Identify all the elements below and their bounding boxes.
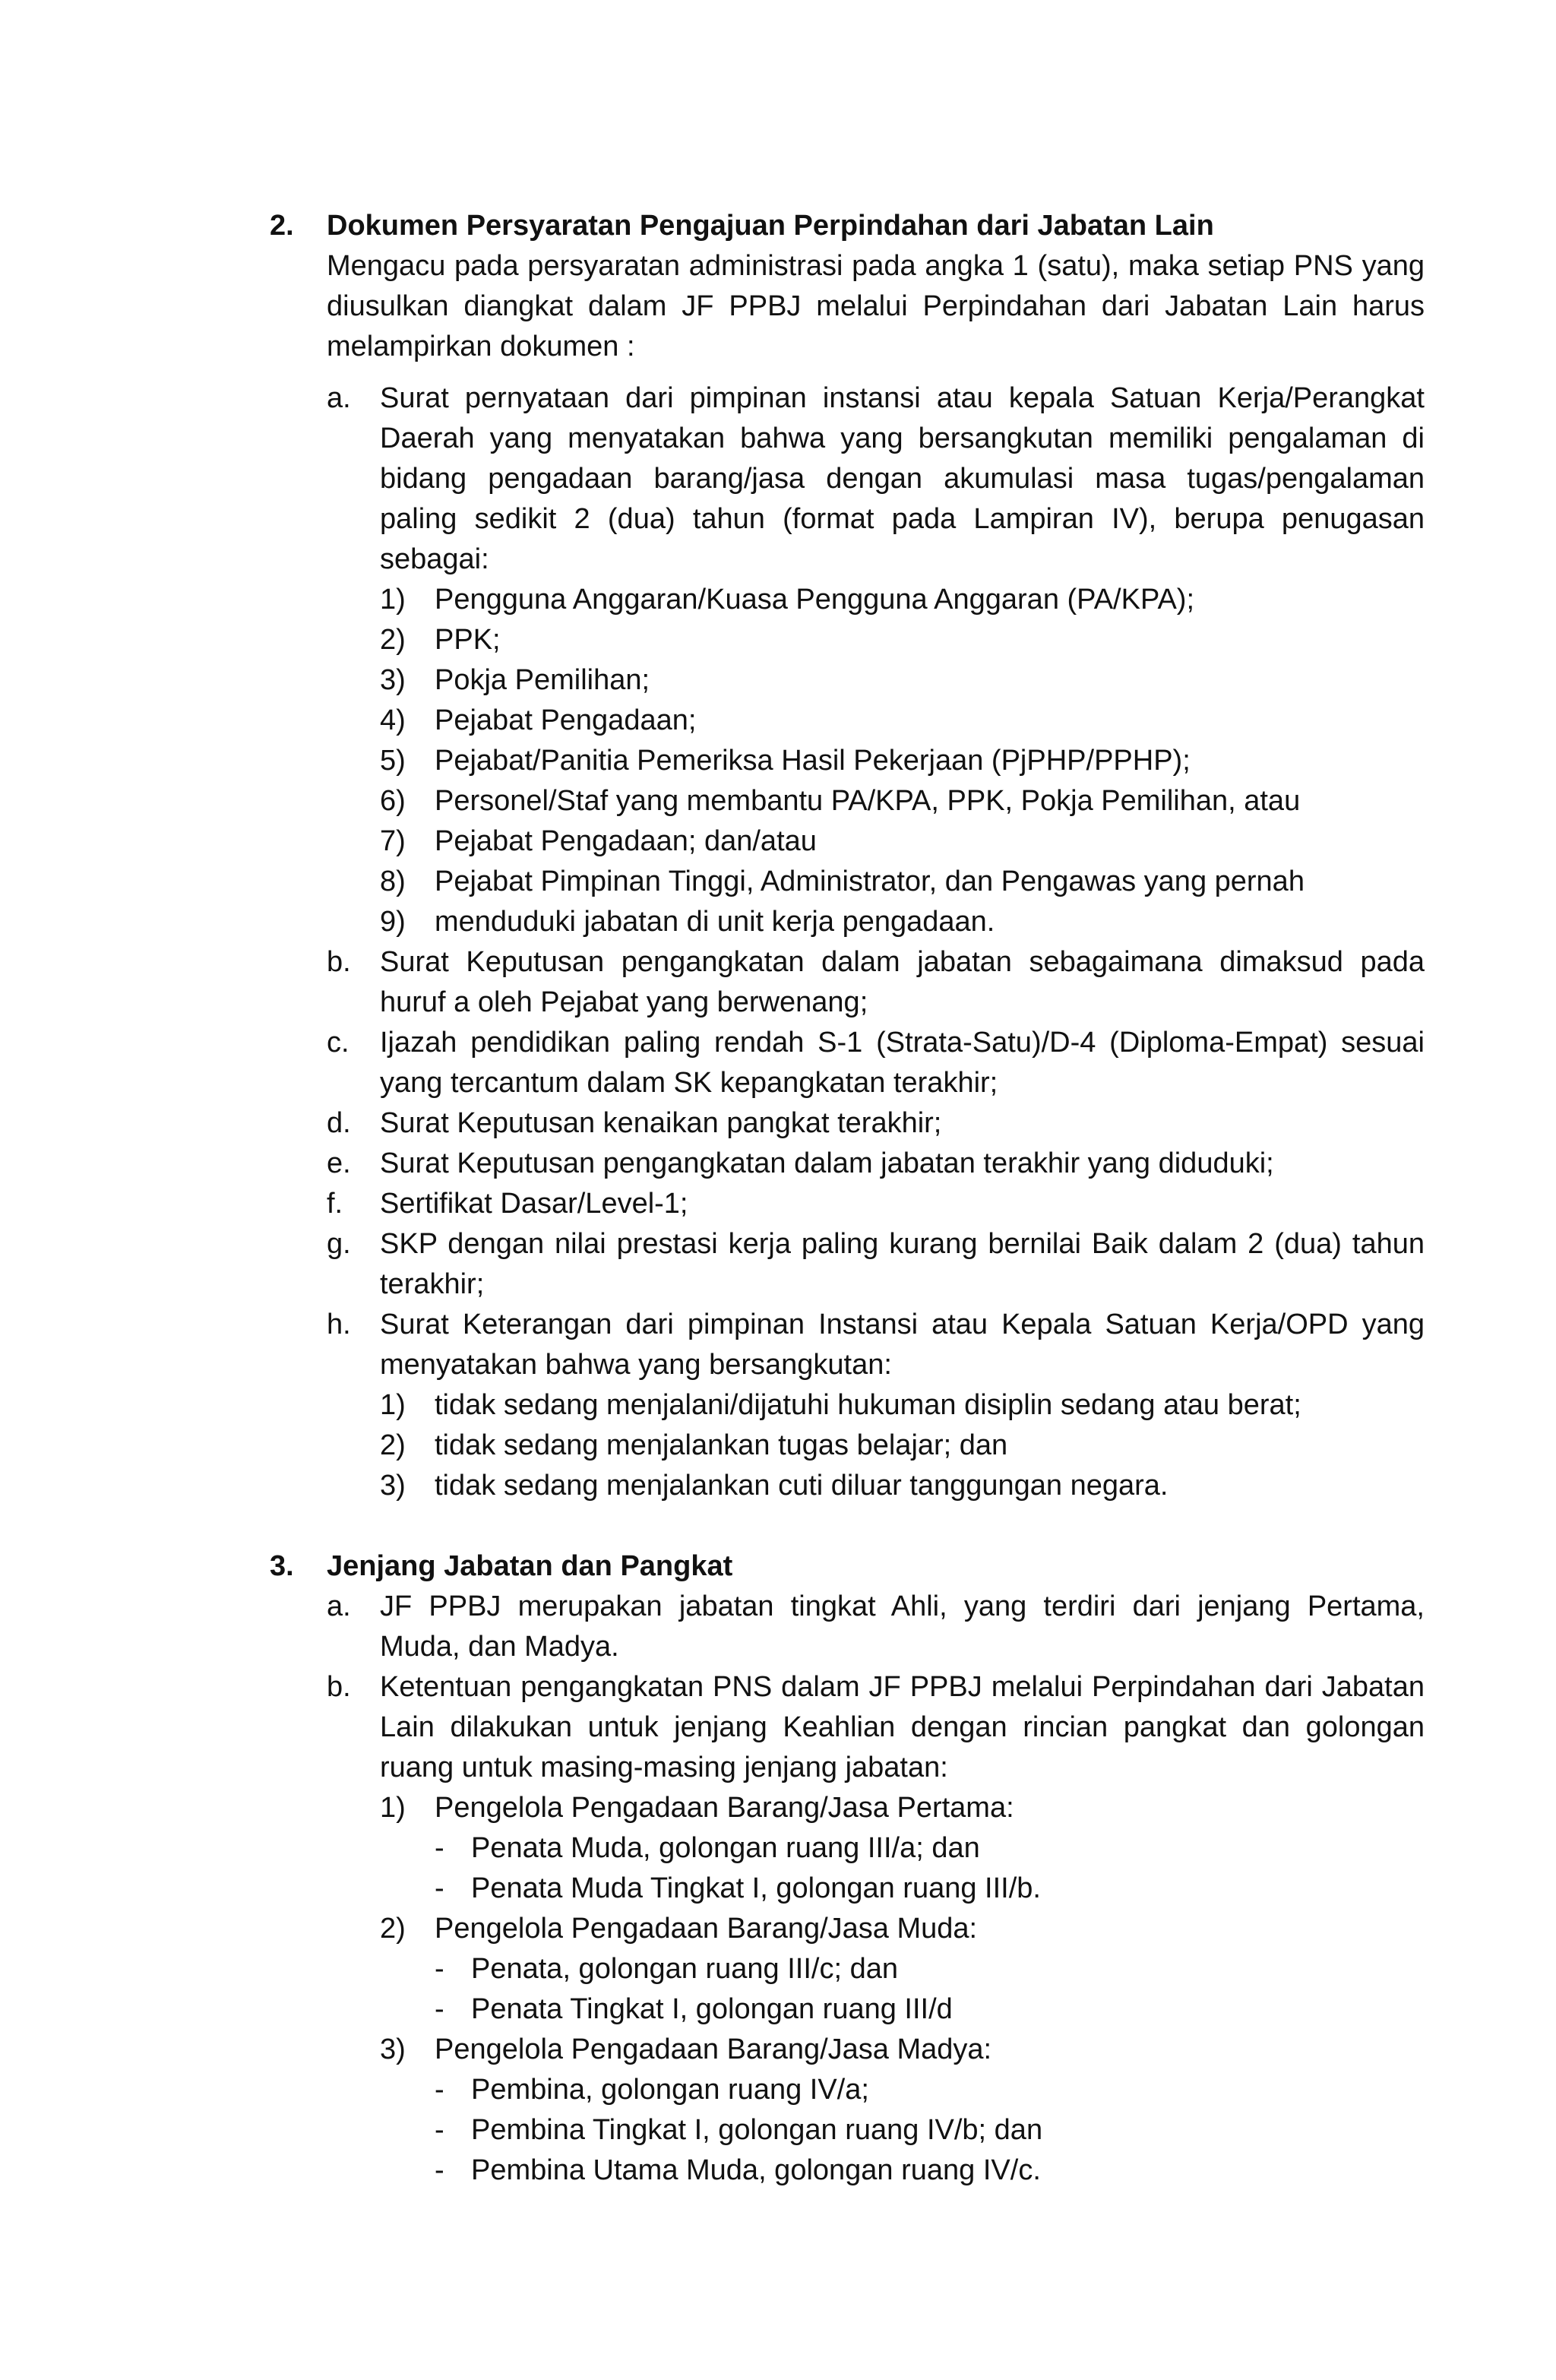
sub-item-marker: 5): [380, 745, 406, 777]
sub-item: [380, 1466, 1425, 1506]
item-marker: c.: [327, 1027, 349, 1059]
list-item: [327, 1305, 1425, 1506]
item-marker: f.: [327, 1188, 343, 1220]
sub-item-marker: 6): [380, 785, 406, 817]
sub-item-marker: 2): [380, 1913, 406, 1945]
list-item: [327, 378, 1425, 942]
item-text: Surat Keputusan pengangkatan dalam jabatan terakhir yang diduduki;: [380, 1147, 1274, 1179]
sub-item-list: [380, 1385, 1425, 1506]
sub-item: [380, 902, 1425, 942]
section-number: 3.: [270, 1550, 294, 1582]
sub-item-marker: 1): [380, 1389, 406, 1421]
bullet-item: [435, 2070, 1425, 2110]
bullet-text: Pembina, golongan ruang IV/a;: [471, 2074, 869, 2106]
item-text: Ijazah pendidikan paling rendah S-1 (Strata-Satu)/D-4 (Diploma-Empat) sesuai yang tercantum dalam SK kepangkatan terakhir;: [380, 1027, 1425, 1099]
list-item: [327, 1224, 1425, 1305]
bullet-text: Penata Muda Tingkat I, golongan ruang III/b.: [471, 1872, 1041, 1904]
item-list: [327, 378, 1425, 1506]
bullet-item: [435, 2110, 1425, 2151]
sub-item-marker: 9): [380, 906, 406, 938]
sub-item-text: PPK;: [435, 624, 501, 656]
section-3: [270, 1546, 1425, 2191]
sub-item: [380, 781, 1425, 821]
sub-item-text: Pejabat/Panitia Pemeriksa Hasil Pekerjaan (PjPHP/PPHP);: [435, 745, 1191, 777]
list-item: [327, 1103, 1425, 1144]
bullet-item: [435, 1989, 1425, 2030]
section-title: Jenjang Jabatan dan Pangkat: [327, 1550, 733, 1582]
sub-item: [380, 741, 1425, 781]
sub-item-text: Personel/Staf yang membantu PA/KPA, PPK, Pokja Pemilihan, atau: [435, 785, 1301, 817]
item-marker: a.: [327, 1590, 351, 1622]
sub-item: [380, 821, 1425, 862]
sub-item-text: Pengelola Pengadaan Barang/Jasa Pertama:: [435, 1792, 1014, 1824]
sub-item-text: Pejabat Pengadaan;: [435, 704, 697, 736]
dash-marker: -: [435, 1993, 444, 2025]
list-item: [327, 1184, 1425, 1224]
sub-item-marker: 3): [380, 664, 406, 696]
sub-item: [380, 701, 1425, 741]
item-marker: a.: [327, 382, 351, 414]
dash-marker: -: [435, 1872, 444, 1904]
bullet-text: Penata Muda, golongan ruang III/a; dan: [471, 1832, 980, 1864]
sub-item-marker: 1): [380, 584, 406, 616]
bullet-item: [435, 2151, 1425, 2191]
item-text: Surat Keputusan pengangkatan dalam jabatan sebagaimana dimaksud pada huruf a oleh Pejabat yang berwenang;: [380, 946, 1425, 1018]
bullet-item: [435, 1949, 1425, 1989]
dash-marker: -: [435, 2154, 444, 2186]
bullet-list: [435, 2070, 1425, 2191]
item-list: [327, 1587, 1425, 2191]
dash-marker: -: [435, 2114, 444, 2146]
item-marker: h.: [327, 1309, 351, 1340]
bullet-list: [435, 1949, 1425, 2030]
sub-item-marker: 2): [380, 1429, 406, 1461]
bullet-text: Penata Tingkat I, golongan ruang III/d: [471, 1993, 953, 2025]
sub-item-marker: 3): [380, 2033, 406, 2065]
bullet-list: [435, 1828, 1425, 1909]
bullet-item: [435, 1828, 1425, 1869]
section-2: [270, 206, 1425, 1506]
section-title: Dokumen Persyaratan Pengajuan Perpindahan dari Jabatan Lain: [327, 210, 1214, 242]
item-text: Ketentuan pengangkatan PNS dalam JF PPBJ melalui Perpindahan dari Jabatan Lain dilakukan untuk jenjang Keahlian dengan rincian pangkat dan golongan ruang untuk masing-masing jenjang jabatan:: [380, 1671, 1425, 1783]
dash-marker: -: [435, 1953, 444, 1985]
sub-item-text: Pejabat Pimpinan Tinggi, Administrator, dan Pengawas yang pernah: [435, 866, 1305, 897]
sub-item: [380, 660, 1425, 701]
item-text: Surat Keputusan kenaikan pangkat terakhir;: [380, 1107, 942, 1139]
item-marker: b.: [327, 1671, 351, 1703]
item-text: SKP dengan nilai prestasi kerja paling kurang bernilai Baik dalam 2 (dua) tahun terakhir;: [380, 1228, 1425, 1300]
sub-item-text: Pejabat Pengadaan; dan/atau: [435, 825, 817, 857]
section-number: 2.: [270, 210, 294, 242]
list-item: [327, 1587, 1425, 1667]
list-item: [327, 1144, 1425, 1184]
sub-item-marker: 7): [380, 825, 406, 857]
sub-item-marker: 1): [380, 1792, 406, 1824]
document-body: [270, 206, 1425, 2191]
sub-item-text: tidak sedang menjalankan cuti diluar tanggungan negara.: [435, 1470, 1169, 1502]
list-item: [327, 942, 1425, 1023]
bullet-text: Pembina Tingkat I, golongan ruang IV/b; dan: [471, 2114, 1043, 2146]
sub-item-marker: 8): [380, 866, 406, 897]
bullet-text: Penata, golongan ruang III/c; dan: [471, 1953, 898, 1985]
sub-item: [380, 2030, 1425, 2191]
sub-item-marker: 4): [380, 704, 406, 736]
sub-item: [380, 620, 1425, 660]
sub-item: [380, 580, 1425, 620]
sub-item: [380, 862, 1425, 902]
sub-item: [380, 1385, 1425, 1426]
sub-item-text: Pengelola Pengadaan Barang/Jasa Muda:: [435, 1913, 978, 1945]
sub-item-list: [380, 580, 1425, 942]
item-marker: e.: [327, 1147, 351, 1179]
list-item: [327, 1667, 1425, 2191]
sub-item-marker: 3): [380, 1470, 406, 1502]
item-text: JF PPBJ merupakan jabatan tingkat Ahli, yang terdiri dari jenjang Pertama, Muda, dan Madya.: [380, 1590, 1425, 1663]
item-marker: d.: [327, 1107, 351, 1139]
list-item: [327, 1023, 1425, 1103]
item-marker: g.: [327, 1228, 351, 1260]
bullet-item: [435, 1869, 1425, 1909]
item-text: Surat pernyataan dari pimpinan instansi atau kepala Satuan Kerja/Perangkat Daerah yang menyatakan bahwa yang bersangkutan memiliki pengalaman di bidang pengadaan barang/jasa dengan akumulasi masa tugas/pengalaman paling sedikit 2 (dua) tahun (format pada Lampiran IV), berupa penugasan sebagai:: [380, 382, 1425, 575]
sub-item-marker: 2): [380, 624, 406, 656]
sub-item-text: Pengelola Pengadaan Barang/Jasa Madya:: [435, 2033, 992, 2065]
dash-marker: -: [435, 1832, 444, 1864]
item-text: Sertifikat Dasar/Level-1;: [380, 1188, 688, 1220]
sub-item-text: Pengguna Anggaran/Kuasa Pengguna Anggaran (PA/KPA);: [435, 584, 1195, 616]
sub-item: [380, 1426, 1425, 1466]
item-marker: b.: [327, 946, 351, 978]
sub-item-text: tidak sedang menjalankan tugas belajar; dan: [435, 1429, 1008, 1461]
sub-item-text: tidak sedang menjalani/dijatuhi hukuman disiplin sedang atau berat;: [435, 1389, 1301, 1421]
sub-item: [380, 1788, 1425, 1909]
section-intro: Mengacu pada persyaratan administrasi pada angka 1 (satu), maka setiap PNS yang diusulkan diangkat dalam JF PPBJ melalui Perpindahan dari Jabatan Lain harus melampirkan dokumen :: [327, 250, 1425, 362]
bullet-text: Pembina Utama Muda, golongan ruang IV/c.: [471, 2154, 1041, 2186]
sub-item: [380, 1909, 1425, 2030]
item-text: Surat Keterangan dari pimpinan Instansi atau Kepala Satuan Kerja/OPD yang menyatakan bahwa yang bersangkutan:: [380, 1309, 1425, 1381]
sub-item-text: menduduki jabatan di unit kerja pengadaan.: [435, 906, 995, 938]
dash-marker: -: [435, 2074, 444, 2106]
sub-item-list: [380, 1788, 1425, 2191]
sub-item-text: Pokja Pemilihan;: [435, 664, 650, 696]
